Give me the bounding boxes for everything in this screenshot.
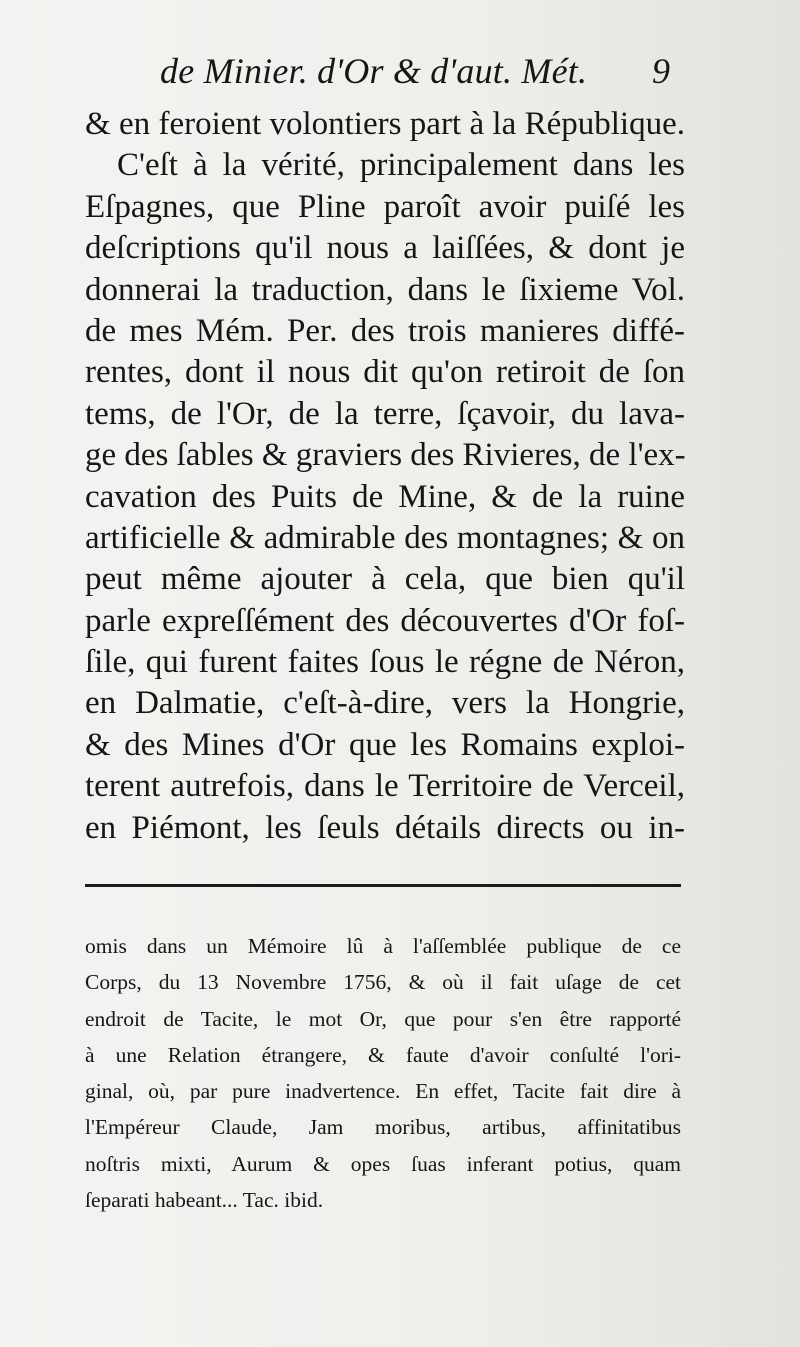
footnote-line: ſeparati habeant... Tac. ibid. (85, 1188, 324, 1213)
text-line: artificielle & admirable des montagnes; & on (85, 519, 685, 556)
text-line: peut même ajouter à cela, que bien qu'il (85, 561, 685, 598)
text-line: rentes, dont il nous dit qu'on retiroit de ſon (85, 354, 685, 391)
text-line: en Dalmatie, c'eſt-à-dire, vers la Hongrie, (85, 685, 685, 722)
text-line: terent autrefois, dans le Territoire de Verceil, (85, 768, 685, 805)
page-number: 9 (652, 51, 670, 91)
text-line: C'eſt à la vérité, principalement dans les (117, 147, 685, 184)
main-text (85, 104, 685, 849)
footnote-line: ginal, où, par pure inadvertence. En effet, Tacite fait dire à (85, 1079, 681, 1104)
text-line: & des Mines d'Or que les Romains exploi- (85, 726, 685, 763)
footnote-line: à une Relation étrangere, & faute d'avoir conſulté l'ori- (85, 1042, 681, 1067)
footnote-line: omis dans un Mémoire lû à l'aſſemblée publique de ce (85, 934, 681, 958)
text-line: tems, de l'Or, de la terre, ſçavoir, du lava- (85, 395, 685, 432)
text-line: ſile, qui furent faites ſous le régne de Néron, (85, 644, 685, 681)
footnote-line: Corps, du 13 Novembre 1756, & où il fait uſage de cet (85, 970, 681, 995)
running-title: de Minier. d'Or & d'aut. Mét. (160, 51, 588, 91)
footnote (85, 928, 681, 1218)
text-line: en Piémont, les ſeuls détails directs ou in- (85, 809, 685, 846)
footnote-line: l'Empéreur Claude, Jam moribus, artibus, affinitatibus (85, 1115, 681, 1140)
text-line: deſcriptions qu'il nous a laiſſées, & dont je (85, 230, 685, 267)
text-line: ge des ſables & graviers des Rivieres, de l'ex- (85, 437, 686, 474)
footnote-line: endroit de Tacite, le mot Or, que pour s'en être rapporté (85, 1006, 681, 1031)
text-line: Eſpagnes, que Pline paroît avoir puiſé les (85, 188, 685, 225)
text-line: cavation des Puits de Mine, & de la ruine (85, 478, 685, 515)
footnote-line: noſtris mixti, Aurum & opes ſuas inferant potius, quam (85, 1151, 681, 1176)
text-line: parle expreſſément des découvertes d'Or foſ- (85, 602, 685, 639)
text-line: de mes Mém. Per. des trois manieres diffé- (85, 312, 685, 349)
text-line: & en feroient volontiers part à la République. (85, 106, 685, 142)
footnote-divider (85, 884, 681, 887)
text-line: donnerai la traduction, dans le ſixieme Vol. (85, 271, 685, 308)
